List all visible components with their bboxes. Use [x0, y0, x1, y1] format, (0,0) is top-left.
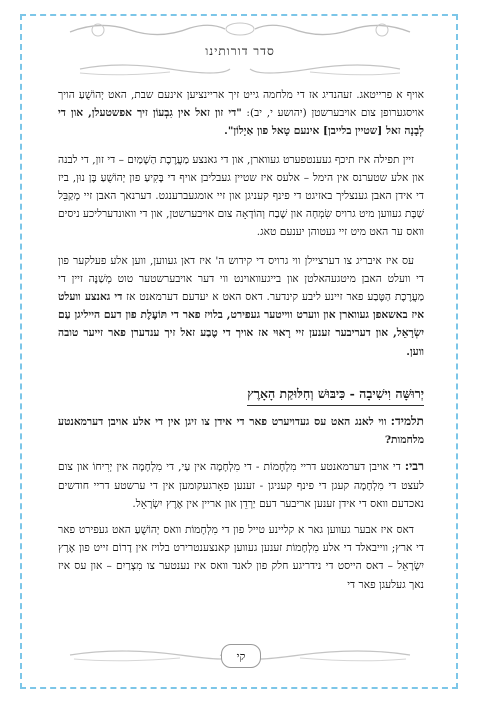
paragraph-1-quote: "די זון זאל אין גִבְעוֹן זיך אפשטעלן, און די לְבָנָה זאל [שטיין בלייבן] אינעם טָאל פון אַיָלוֹן". — [58, 107, 424, 138]
speaker-rabbi: רבי: — [404, 459, 424, 474]
paragraph-2: זיין תפילה איז תיכף געענטפערט געווארן, און די גאנצע מַעֲרֶכֶת הַשָׁמַיִם – די זון, די לבנה און אלע שטערנס אין הימל – אלעס איז שטיין געבליבן אויף די בֶּקִיעַ פון יְהוֹשֻׁעַ בֶּן נוּן, ביז די אידן האבן גענצליך באזיגט די פינף קעניגן און זיי אומגעברענגט. דערנאך האבן זיי מְקַבֵּל שַׁבָּת געווען מיט גרויס שִׂמְחָה און שֶׁבַח וְהוֹדָאָה צום אויבערשטן, און די וואונדערליכע ניסים וואס ער האט מיט זיי געטוהן יענעם טאג. — [58, 153, 424, 239]
page-number: קי — [221, 644, 261, 668]
paragraph-3 — [58, 252, 424, 361]
question-1-text: ווי לאנג האט עס געדויערט פאר די אידן צו זיגן אין די אלע אויבן דערמאנטע מלחמות? — [58, 416, 424, 447]
question-1 — [58, 412, 424, 449]
answer-1-text: די אויבן דערמאנטע דריי מִלְחָמוֹת - די מִלְחָמָה אין עַי, די מִלְחָמָה אין יְרִיחוֹ און צום לעצט די מִלְחָמָה קעגן די פינף קעניגן - זענען פאָרגעקומען אין די ערשטע דריי חודשים נאכדעם וואס די אידן זענען אריבער דעם יַרְדֵן און אריין אין אֶרֶץ יִשְׂרָאֵל. — [58, 461, 424, 510]
answer-1 — [58, 457, 424, 513]
paragraph-3-emphasis: די גאנצע וועלט איז באשאפן געווארן און ווערט ווייטער געפירט, בלויז פאר די תּוֹעֶלֶת פון דעם הייליגן עַם יִשְׂרָאֵל, און דעריבער זענען זיי רָאוּי אז אויך די טֶבַע זאל זיך ענדערן פאר זייער טובה ווען. — [58, 291, 424, 358]
main-text — [58, 86, 424, 606]
header-divider-icon — [60, 58, 420, 80]
speaker-student: תלמיד: — [390, 414, 424, 429]
page-title: סדר דורותינו — [205, 43, 275, 58]
paragraph-4: דאס איז אבער געווען גאר א קליינע טייל פון די מִלְחָמוֹת וואס יְהוֹשֻׁעַ האט געפירט פאר די ארץ; ווייבאלד די אלע מִלְחָמוֹת זענען געווען קאנצענטרירט בלויז אין דָרוֹם זייט פון אֶרֶץ יִשְׂרָאֵל – דאס הייסט די נידריגע חלק פון לאנד וואס איז נענטער צו מִצְרַיִם – און עס איז נאך געלעגן פאר די — [58, 524, 424, 591]
paragraph-1 — [58, 86, 424, 141]
paragraph-1-text: אויף א פרייטאג. זעהנדיג אז די מלחמה גייט זיך אריינציען אינעם שבת, האט יְהוֹשֻׁעַ הויך אויסגערופן צום אויבערשטן (יהושע י, יב): — [58, 89, 424, 120]
paragraph-3-text: עס איז איבריג צו דערציילן ווי גרויס די קידוש ה' איז דאן געווען, ווען אלע פעלקער פון די וועלט האבן מיטגעהאלטן און בייגעוואוינט ווי דער אויבערשטער טוט מְשַׁנֶּה זיין די מַעֲרֶכֶת הַטֶּבַע פאר זיינע ליבע קינדער. דאס האט א יעדעם דערמאנט אז — [58, 254, 424, 304]
section-heading: יְרוּשָּׁה וִישִׁיבָה - כִּיבּוּשׁ וְחִלּוּקַת הָאָרֶץ — [247, 385, 424, 406]
